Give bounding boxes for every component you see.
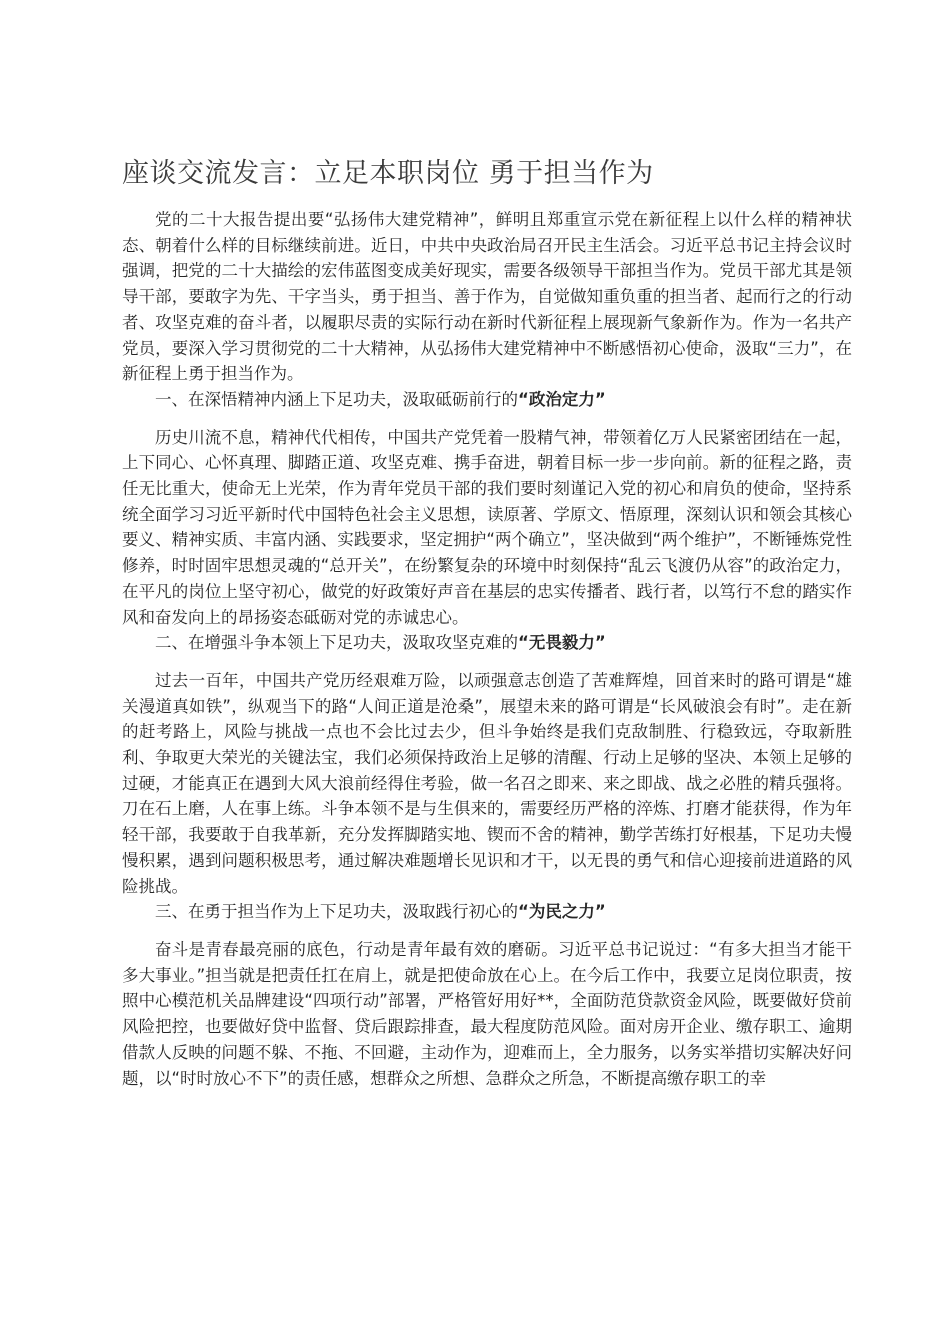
section-1-heading-emphasis: “政治定力” (518, 389, 606, 409)
section-2-paragraph: 过去一百年，中国共产党历经艰难万险，以顽强意志创造了苦难辉煌，回首来时的路可谓是“雄关漫道真如铁”，纵观当下的路“人间正道是沧桑”，展望未来的路可谓是“长风破浪会有时”。走在新的赶考路上，风险与挑战一点也不会比过去少，但斗争始终是我们克敌制胜、行稳致远，夺取新胜利、争取更大荣光的关键法宝，我们必须保持政治上足够的清醒、行动上足够的坚决、本领上足够的过硬，才能真正在遇到大风大浪前经得住考验，做一名召之即来、来之即战、战之必胜的精兵强将。刀在石上磨，人在事上练。斗争本领不是与生俱来的，需要经历严格的淬炼、打磨才能获得，作为年轻干部，我要敢于自我革新，充分发挥脚踏实地、锲而不舍的精神，勤学苦练打好根基，下足功夫慢慢积累，遇到问题积极思考，通过解决难题增长见识和才干，以无畏的勇气和信心迎接前进道路的风险挑战。 (122, 670, 852, 896)
intro-paragraph: 党的二十大报告提出要“弘扬伟大建党精神”，鲜明且郑重宣示党在新征程上以什么样的精神状态、朝着什么样的目标继续前进。近日，中共中央政治局召开民主生活会。习近平总书记主持会议时强调，把党的二十大描绘的宏伟蓝图变成美好现实，需要各级领导干部担当作为。党员干部尤其是领导干部，要敢字为先、干字当头，勇于担当、善于作为，自觉做知重负重的担当者、起而行之的行动者、攻坚克难的奋斗者，以履职尽责的实际行动在新时代新征程上展现新气象新作为。作为一名共产党员，要深入学习贯彻党的二十大精神，从弘扬伟大建党精神中不断感悟初心使命，汲取“三力”，在新征程上勇于担当作为。 (122, 210, 852, 384)
section-1-heading-text: 一、在深悟精神内涵上下足功夫，汲取砥砺前行的 (155, 389, 518, 409)
section-2-heading-emphasis: “无畏毅力” (518, 633, 606, 653)
section-3-heading (122, 899, 852, 925)
section-3-heading-text: 三、在勇于担当作为上下足功夫，汲取践行初心的 (155, 902, 518, 922)
document-title: 座谈交流发言：立足本职岗位 勇于担当作为 (122, 158, 654, 189)
document-body (122, 207, 852, 1091)
section-1-heading (122, 387, 852, 413)
section-2-heading (122, 630, 852, 656)
section-1-paragraph: 历史川流不息，精神代代相传，中国共产党凭着一股精气神，带领着亿万人民紧密团结在一起，上下同心、心怀真理、脚踏正道、攻坚克难、携手奋进，朝着目标一步一步向前。新的征程之路，责任无比重大，使命无上光荣，作为青年党员干部的我们要时刻谨记入党的初心和肩负的使命，坚持系统全面学习习近平新时代中国特色社会主义思想，读原著、学原文、悟原理，深刻认识和领会其核心要义、精神实质、丰富内涵、实践要求，坚定拥护“两个确立”，坚决做到“两个维护”，不断锤炼党性修养，时时固牢思想灵魂的“总开关”，在纷繁复杂的环境中时刻保持“乱云飞渡仍从容”的政治定力，在平凡的岗位上坚守初心，做党的好政策好声音在基层的忠实传播者、践行者，以笃行不怠的踏实作风和奋发向上的昂扬姿态砥砺对党的赤诚忠心。 (122, 427, 852, 627)
section-3-heading-emphasis: “为民之力” (518, 902, 606, 922)
section-2-heading-text: 二、在增强斗争本领上下足功夫，汲取攻坚克难的 (155, 633, 518, 653)
section-3-paragraph: 奋斗是青春最亮丽的底色，行动是青年最有效的磨砺。习近平总书记说过：“有多大担当才能干多大事业。”担当就是把责任扛在肩上，就是把使命放在心上。在今后工作中，我要立足岗位职责，按照中心模范机关品牌建设“四项行动”部署，严格管好用好**，全面防范贷款资金风险，既要做好贷前风险把控，也要做好贷中监督、贷后跟踪排查，最大程度防范风险。面对房开企业、缴存职工、逾期借款人反映的问题不躲、不拖、不回避，主动作为，迎难而上，全力服务，以务实举措切实解决好问题，以“时时放心不下”的责任感，想群众之所想、急群众之所急，不断提高缴存职工的幸 (122, 939, 852, 1088)
